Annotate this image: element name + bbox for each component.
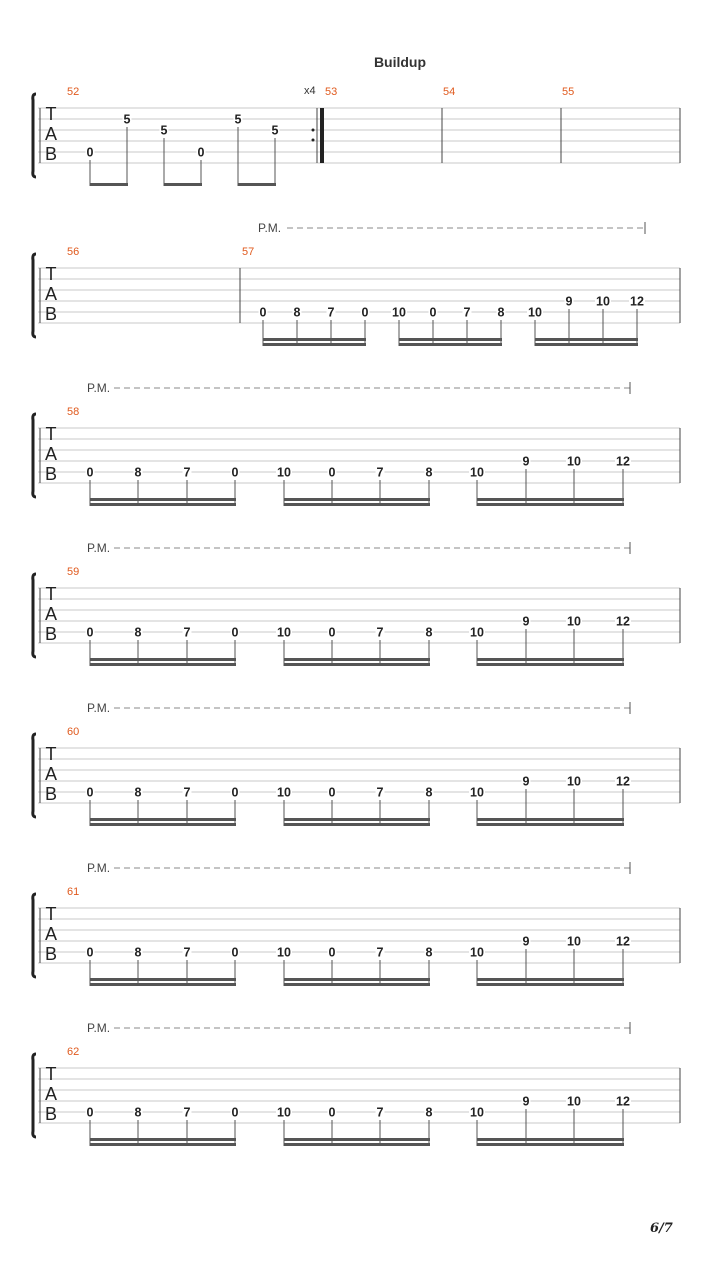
fret-number: 7 (183, 785, 191, 800)
measure-number: 60 (67, 726, 80, 738)
fret-number: 5 (123, 112, 131, 127)
fret-number: 8 (293, 305, 301, 320)
note-beam (90, 1143, 236, 1146)
fret-number: 0 (86, 625, 94, 640)
fret-number: 8 (425, 785, 433, 800)
fret-number: 9 (522, 454, 530, 469)
tab-clef-letter: A (44, 124, 58, 144)
tab-clef-letter: B (44, 144, 58, 164)
palm-mute-label: P.M. (87, 541, 111, 555)
section-title: Buildup (373, 54, 427, 70)
note-beam (284, 818, 430, 821)
fret-number: 8 (134, 1105, 142, 1120)
repeat-dot (312, 139, 315, 142)
fret-number: 0 (86, 465, 94, 480)
tab-clef-letter: A (44, 284, 58, 304)
fret-number: 12 (616, 934, 630, 949)
tab-clef-letter: T (45, 264, 57, 284)
fret-number: 0 (429, 305, 437, 320)
tab-clef-letter: T (45, 584, 57, 604)
measure-number: 58 (67, 406, 80, 418)
tab-clef-letter: B (44, 784, 58, 804)
fret-number: 9 (522, 774, 530, 789)
repeat-count: x4 (304, 85, 316, 97)
fret-number: 10 (277, 465, 291, 480)
fret-number: 0 (86, 785, 94, 800)
fret-number: 10 (277, 785, 291, 800)
note-beam (90, 978, 236, 981)
measure-number: 53 (325, 86, 338, 98)
note-beam (399, 338, 502, 341)
fret-number: 8 (134, 625, 142, 640)
note-beam (535, 343, 638, 346)
note-beam (477, 1143, 624, 1146)
palm-mute-label: P.M. (87, 1021, 111, 1035)
note-beam (90, 658, 236, 661)
palm-mute-label: P.M. (87, 381, 111, 395)
fret-number: 7 (376, 625, 384, 640)
note-beam (477, 978, 624, 981)
tab-clef-letter: A (44, 604, 58, 624)
note-beam (477, 1138, 624, 1141)
fret-number: 8 (134, 465, 142, 480)
note-beam (164, 183, 202, 186)
note-beam (90, 818, 236, 821)
tab-clef-letter: B (44, 624, 58, 644)
system-bracket (33, 1054, 36, 1137)
fret-number: 0 (231, 465, 239, 480)
fret-number: 7 (183, 945, 191, 960)
repeat-barline-thick (320, 108, 324, 163)
note-beam (535, 338, 638, 341)
fret-number: 10 (596, 294, 610, 309)
fret-number: 7 (376, 1105, 384, 1120)
fret-number: 8 (497, 305, 505, 320)
measure-number: 61 (67, 886, 80, 898)
fret-number: 0 (328, 945, 336, 960)
tab-clef-letter: T (45, 904, 57, 924)
note-beam (238, 183, 276, 186)
fret-number: 12 (616, 454, 630, 469)
note-beam (90, 503, 236, 506)
measure-number: 55 (562, 86, 575, 98)
fret-number: 7 (376, 945, 384, 960)
fret-number: 5 (160, 123, 168, 138)
fret-number: 10 (528, 305, 542, 320)
fret-number: 5 (271, 123, 279, 138)
fret-number: 10 (392, 305, 406, 320)
note-beam (477, 503, 624, 506)
tab-clef-letter: B (44, 464, 58, 484)
fret-number: 10 (470, 1105, 484, 1120)
fret-number: 0 (231, 1105, 239, 1120)
fret-number: 7 (327, 305, 335, 320)
palm-mute-label: P.M. (87, 701, 111, 715)
fret-number: 9 (522, 934, 530, 949)
fret-number: 10 (277, 625, 291, 640)
fret-number: 9 (522, 614, 530, 629)
tab-clef-letter: T (45, 424, 57, 444)
note-beam (284, 1138, 430, 1141)
system-bracket (33, 414, 36, 497)
tab-clef-letter: A (44, 924, 58, 944)
tab-system (33, 541, 680, 666)
fret-number: 8 (425, 1105, 433, 1120)
measure-number: 57 (242, 246, 255, 258)
fret-number: 0 (259, 305, 267, 320)
fret-number: 8 (425, 625, 433, 640)
note-beam (263, 338, 366, 341)
fret-number: 8 (134, 945, 142, 960)
note-beam (477, 498, 624, 501)
fret-number: 7 (376, 785, 384, 800)
fret-number: 10 (567, 774, 581, 789)
fret-number: 7 (376, 465, 384, 480)
fret-number: 0 (231, 945, 239, 960)
fret-number: 10 (567, 934, 581, 949)
system-bracket (33, 254, 36, 337)
fret-number: 10 (470, 785, 484, 800)
fret-number: 10 (470, 465, 484, 480)
fret-number: 0 (86, 1105, 94, 1120)
fret-number: 7 (463, 305, 471, 320)
note-beam (284, 823, 430, 826)
fret-number: 10 (567, 454, 581, 469)
tab-clef-letter: T (45, 1064, 57, 1084)
tab-clef-letter: A (44, 444, 58, 464)
fret-number: 5 (234, 112, 242, 127)
fret-number: 10 (567, 614, 581, 629)
note-beam (477, 658, 624, 661)
fret-number: 0 (86, 145, 94, 160)
note-beam (284, 503, 430, 506)
note-beam (284, 498, 430, 501)
fret-number: 12 (630, 294, 644, 309)
note-beam (90, 983, 236, 986)
system-bracket (33, 894, 36, 977)
tab-system (33, 1021, 680, 1146)
fret-number: 9 (565, 294, 573, 309)
tab-system (33, 221, 680, 346)
fret-number: 0 (231, 785, 239, 800)
note-beam (477, 818, 624, 821)
fret-number: 9 (522, 1094, 530, 1109)
fret-number: 7 (183, 465, 191, 480)
note-beam (477, 823, 624, 826)
fret-number: 12 (616, 1094, 630, 1109)
tab-clef-letter: A (44, 1084, 58, 1104)
note-beam (477, 663, 624, 666)
note-beam (90, 663, 236, 666)
note-beam (90, 823, 236, 826)
palm-mute-label: P.M. (87, 861, 111, 875)
fret-number: 12 (616, 774, 630, 789)
fret-number: 0 (328, 465, 336, 480)
tab-system (33, 381, 680, 506)
fret-number: 0 (328, 625, 336, 640)
page-number: 6/7 (650, 1221, 673, 1236)
tab-clef-letter: B (44, 304, 58, 324)
note-beam (90, 1138, 236, 1141)
fret-number: 10 (567, 1094, 581, 1109)
tab-system (33, 861, 680, 986)
fret-number: 0 (197, 145, 205, 160)
repeat-dot (312, 129, 315, 132)
fret-number: 8 (134, 785, 142, 800)
fret-number: 0 (231, 625, 239, 640)
fret-number: 10 (277, 945, 291, 960)
fret-number: 0 (328, 785, 336, 800)
note-beam (284, 978, 430, 981)
measure-number: 56 (67, 246, 80, 258)
tab-clef-letter: B (44, 1104, 58, 1124)
system-bracket (33, 734, 36, 817)
system-bracket (33, 94, 36, 177)
measure-number: 62 (67, 1046, 80, 1058)
note-beam (284, 983, 430, 986)
tab-clef-letter: B (44, 944, 58, 964)
fret-number: 0 (86, 945, 94, 960)
fret-number: 12 (616, 614, 630, 629)
tab-clef-letter: T (45, 104, 57, 124)
note-beam (477, 983, 624, 986)
tab-system (33, 701, 680, 826)
tab-clef-letter: T (45, 744, 57, 764)
note-beam (90, 498, 236, 501)
tab-system (33, 85, 680, 186)
note-beam (263, 343, 366, 346)
fret-number: 10 (470, 945, 484, 960)
fret-number: 10 (470, 625, 484, 640)
fret-number: 0 (328, 1105, 336, 1120)
note-beam (284, 658, 430, 661)
tab-clef-letter: A (44, 764, 58, 784)
measure-number: 59 (67, 566, 80, 578)
note-beam (399, 343, 502, 346)
note-beam (284, 663, 430, 666)
fret-number: 7 (183, 625, 191, 640)
measure-number: 54 (443, 86, 456, 98)
fret-number: 7 (183, 1105, 191, 1120)
measure-number: 52 (67, 86, 80, 98)
palm-mute-label: P.M. (258, 221, 282, 235)
fret-number: 8 (425, 945, 433, 960)
fret-number: 10 (277, 1105, 291, 1120)
note-beam (90, 183, 128, 186)
fret-number: 8 (425, 465, 433, 480)
note-beam (284, 1143, 430, 1146)
system-bracket (33, 574, 36, 657)
fret-number: 0 (361, 305, 369, 320)
